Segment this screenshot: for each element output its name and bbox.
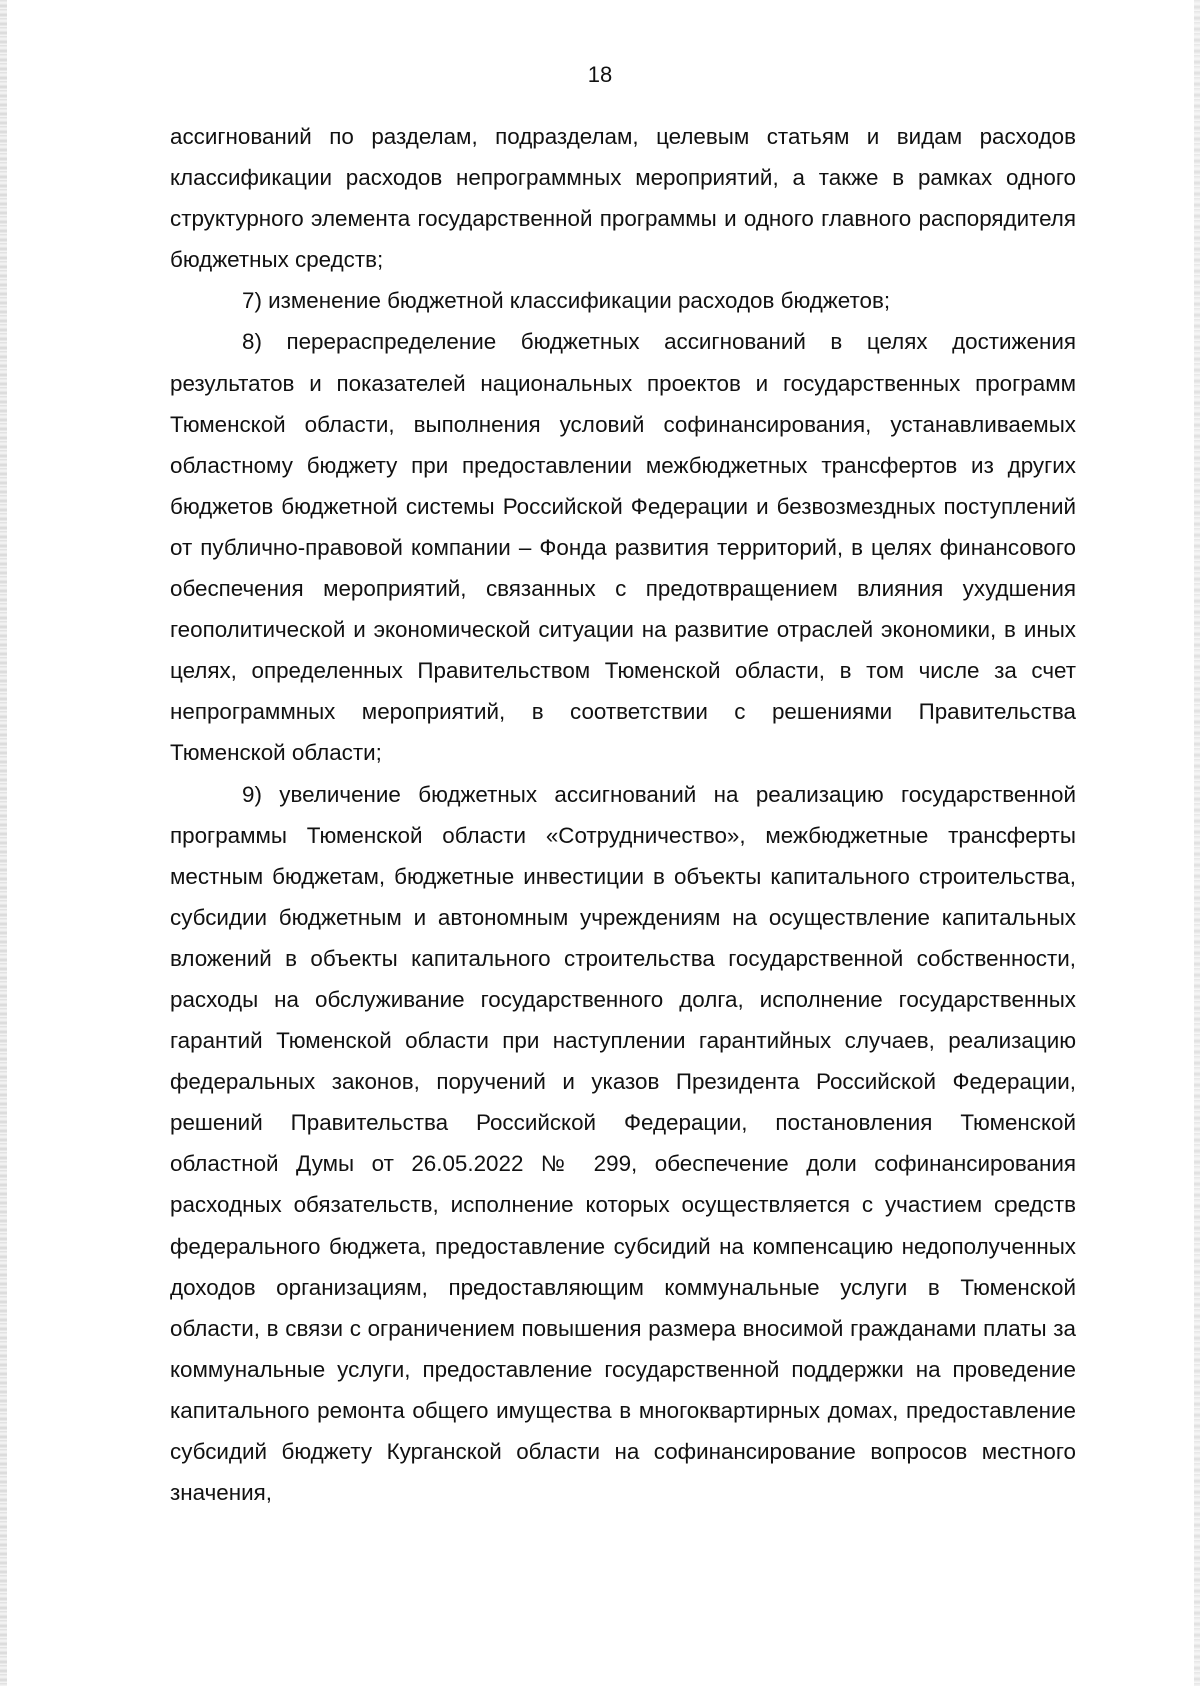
page-number: 18	[587, 62, 613, 87]
scan-edge-right	[1194, 0, 1200, 1686]
paragraph-item-7: 7) изменение бюджетной классификации расходов бюджетов;	[242, 288, 891, 314]
document-body	[170, 116, 1076, 1513]
paragraph-item-9: 9) увеличение бюджетных ассигнований на реализацию государственной программы Тюменской области «Сотрудничество», межбюджетные трансферты местным бюджетам, бюджетные инвестиции в объекты капитального строительства, субсидии бюджетным и автономным учреждениям на осуществление капитальных вложений в объекты капитального строительства государственной собственности, расходы на обслуживание государственного долга, исполнение государственных гарантий Тюменской области при наступлении гарантийных случаев, реализацию федеральных законов, поручений и указов Президента Российской Федерации, решений Правительства Российской Федерации, постановления Тюменской областной Думы от 26.05.2022 № 299, обеспечение доли софинансирования расходных обязательств, исполнение которых осуществляется с участием средств федерального бюджета, предоставление субсидий на компенсацию недополученных доходов организациям, предоставляющим коммунальные услуги в Тюменской области, в связи с ограничением повышения размера вносимой гражданами платы за коммунальные услуги, предоставление государственной поддержки на проведение капитального ремонта общего имущества в многоквартирных домах, предоставление субсидий бюджету Курганской области на софинансирование вопросов местного значения,	[170, 781, 1076, 1506]
paragraph-allocations-continuation: ассигнований по разделам, подразделам, целевым статьям и видам расходов классификации расходов непрограммных мероприятий, а также в рамках одного структурного элемента государственной программы и одного главного распорядителя бюджетных средств;	[170, 124, 1076, 273]
scan-edge-left	[0, 0, 7, 1686]
paragraph-item-8: 8) перераспределение бюджетных ассигнований в целях достижения результатов и показателей национальных проектов и государственных программ Тюменской области, выполнения условий софинансирования, устанавливаемых областному бюджету при предоставлении межбюджетных трансфертов из других бюджетов бюджетной системы Российской Федерации и безвозмездных поступлений от публично-правовой компании – Фонда развития территорий, в целях финансового обеспечения мероприятий, связанных с предотвращением влияния ухудшения геополитической и экономической ситуации на развитие отраслей экономики, в иных целях, определенных Правительством Тюменской области, в том числе за счет непрограммных мероприятий, в соответствии с решениями Правительства Тюменской области;	[170, 329, 1076, 766]
